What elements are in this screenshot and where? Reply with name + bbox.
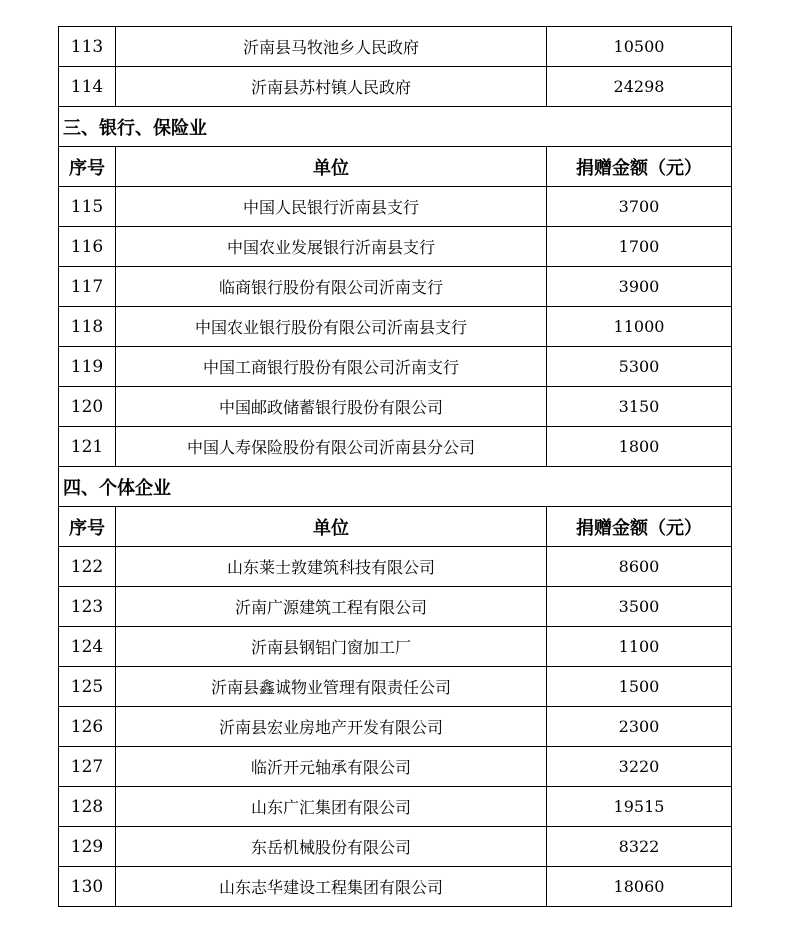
row-number: 129 [59,827,116,867]
row-amount: 3700 [547,187,732,227]
row-amount: 3150 [547,387,732,427]
row-number: 121 [59,427,116,467]
table-row [59,707,732,747]
row-number: 115 [59,187,116,227]
table-row [59,667,732,707]
table-header-row [59,147,732,187]
table-row [59,67,732,107]
table-row [59,27,732,67]
row-unit: 沂南县苏村镇人民政府 [116,67,547,107]
row-number: 118 [59,307,116,347]
row-amount: 1700 [547,227,732,267]
row-amount: 3220 [547,747,732,787]
row-unit: 中国农业发展银行沂南县支行 [116,227,547,267]
row-unit: 沂南县钢铝门窗加工厂 [116,627,547,667]
donation-table-page [58,26,731,907]
row-unit: 临商银行股份有限公司沂南支行 [116,267,547,307]
header-number: 序号 [59,147,116,187]
header-unit: 单位 [116,507,547,547]
table-row [59,587,732,627]
table-row [59,227,732,267]
row-number: 127 [59,747,116,787]
row-number: 119 [59,347,116,387]
row-amount: 8600 [547,547,732,587]
row-number: 117 [59,267,116,307]
row-amount: 2300 [547,707,732,747]
table-row [59,747,732,787]
row-number: 113 [59,27,116,67]
row-unit: 中国工商银行股份有限公司沂南支行 [116,347,547,387]
row-unit: 沂南县宏业房地产开发有限公司 [116,707,547,747]
row-unit: 山东莱士敦建筑科技有限公司 [116,547,547,587]
row-unit: 山东广汇集团有限公司 [116,787,547,827]
section-title-individual: 四、个体企业 [59,467,732,507]
row-unit: 中国人民银行沂南县支行 [116,187,547,227]
table-row [59,627,732,667]
table-row [59,427,732,467]
row-amount: 19515 [547,787,732,827]
header-amount: 捐赠金额（元） [547,507,732,547]
row-number: 122 [59,547,116,587]
row-unit: 临沂开元轴承有限公司 [116,747,547,787]
row-amount: 3500 [547,587,732,627]
header-unit: 单位 [116,147,547,187]
row-number: 128 [59,787,116,827]
row-amount: 18060 [547,867,732,907]
header-amount: 捐赠金额（元） [547,147,732,187]
row-amount: 11000 [547,307,732,347]
row-unit: 中国邮政储蓄银行股份有限公司 [116,387,547,427]
row-number: 124 [59,627,116,667]
table-row [59,867,732,907]
row-number: 123 [59,587,116,627]
row-number: 120 [59,387,116,427]
table-row [59,787,732,827]
table-row [59,267,732,307]
row-amount: 5300 [547,347,732,387]
row-amount: 10500 [547,27,732,67]
row-amount: 1100 [547,627,732,667]
row-amount: 3900 [547,267,732,307]
row-amount: 1800 [547,427,732,467]
table-row [59,347,732,387]
row-unit: 山东志华建设工程集团有限公司 [116,867,547,907]
row-unit: 东岳机械股份有限公司 [116,827,547,867]
row-amount: 8322 [547,827,732,867]
row-number: 116 [59,227,116,267]
row-unit: 沂南县鑫诚物业管理有限责任公司 [116,667,547,707]
table-row [59,187,732,227]
section-heading-row [59,107,732,147]
row-unit: 沂南广源建筑工程有限公司 [116,587,547,627]
row-unit: 中国农业银行股份有限公司沂南县支行 [116,307,547,347]
table-row [59,307,732,347]
donation-table [58,26,732,907]
table-row [59,547,732,587]
header-number: 序号 [59,507,116,547]
row-number: 126 [59,707,116,747]
section-heading-row [59,467,732,507]
row-number: 130 [59,867,116,907]
table-header-row [59,507,732,547]
table-row [59,827,732,867]
section-title-banking: 三、银行、保险业 [59,107,732,147]
table-row [59,387,732,427]
row-amount: 1500 [547,667,732,707]
row-amount: 24298 [547,67,732,107]
row-number: 114 [59,67,116,107]
row-unit: 中国人寿保险股份有限公司沂南县分公司 [116,427,547,467]
row-number: 125 [59,667,116,707]
row-unit: 沂南县马牧池乡人民政府 [116,27,547,67]
